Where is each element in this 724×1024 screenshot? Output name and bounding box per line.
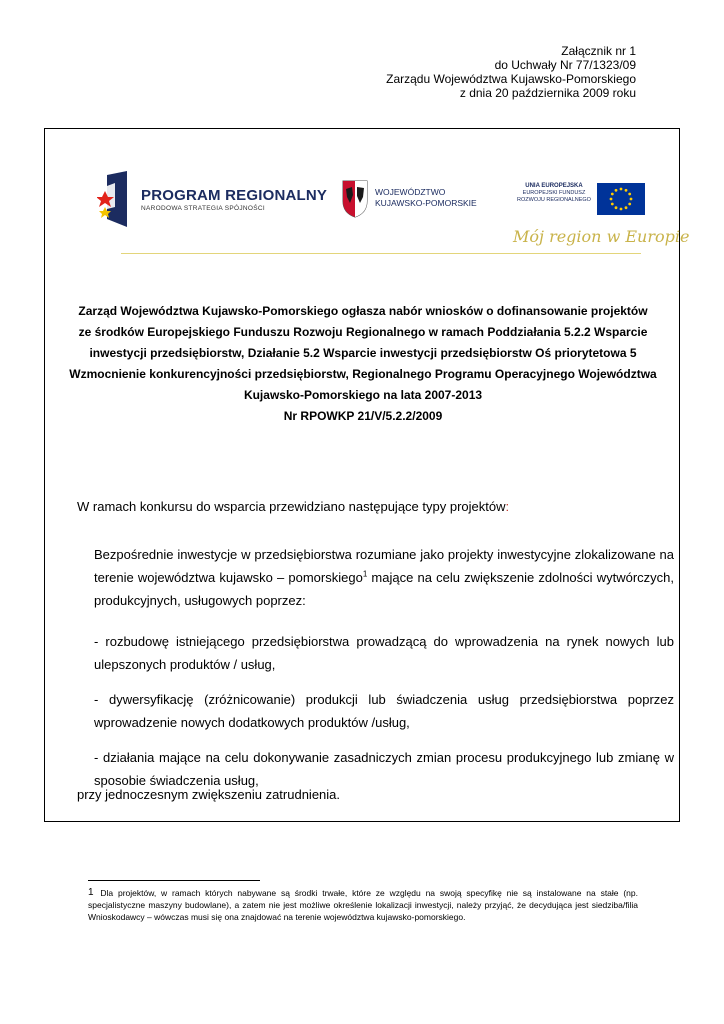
project-types (94, 543, 674, 804)
eu-fund-line1: EUROPEJSKI FUNDUSZ (522, 190, 586, 196)
announcement-line4: Wzmocnienie konkurencyjności przedsiębiorstw, Regionalnego Programu Operacyjnego Województwa (69, 367, 657, 381)
announcement-number: Nr RPOWKP 21/V/5.2.2/2009 (283, 409, 443, 423)
attachment-header (386, 44, 636, 100)
coat-of-arms-icon (341, 179, 369, 219)
voivodeship-logo (341, 179, 481, 223)
intro-sentence (77, 499, 509, 515)
logo-divider (121, 253, 641, 254)
motto: Mój region w Europie (513, 227, 690, 246)
resolution-number: do Uchwały Nr 77/1323/09 (494, 58, 636, 72)
announcement-frame (44, 128, 690, 822)
logo-bar (45, 129, 690, 269)
voivodeship-line2: KUJAWSKO-POMORSKIE (375, 198, 477, 208)
attachment-number: Załącznik nr 1 (561, 44, 636, 58)
issuing-board: Zarządu Województwa Kujawsko-Pomorskiego (386, 72, 636, 86)
announcement-heading (57, 301, 669, 427)
footnote-divider (88, 880, 260, 881)
voivodeship-name (375, 187, 477, 209)
footnote-text: Dla projektów, w ramach których nabywane są środki trwałe, które ze względu na swoją specyfikę nie są instalowane na stałe (np. specjalistyczne maszyny budowlane), a zatem nie jest możliwe określenie lokalizacji inwestycji, należy przyjąć, że decydująca jest siedziba/filia Wnioskodawcy – wówczas musi się ona znajdować na terenie województwa kujawsko-pomorskiego. (88, 888, 638, 922)
project-type-description (94, 543, 674, 612)
voivodeship-line1: WOJEWÓDZTWO (375, 187, 446, 197)
footnote-reference: 1 (362, 569, 368, 579)
announcement-line2: ze środków Europejskiego Funduszu Rozwoju Regionalnego w ramach Poddziałania 5.2.2 Wsparcie (78, 325, 648, 339)
list-item: - dywersyfikację (zróżnicowanie) produkcji lub świadczenia usług przedsiębiorstwa poprzez wprowadzenie nowych dodatkowych produktów /usług, (94, 692, 674, 730)
program-subtitle: NARODOWA STRATEGIA SPÓJNOŚCI (141, 205, 265, 212)
eu-fund-line2: ROZWOJU REGIONALNEGO (517, 197, 591, 203)
footnote-number: 1 (88, 887, 94, 898)
eu-flag-icon (597, 183, 645, 215)
eu-title: UNIA EUROPEJSKA (525, 183, 583, 189)
intro-text: W ramach konkursu do wsparcia przewidziano następujące typy projektów (77, 499, 506, 514)
description-text: Bezpośrednie inwestycje w przedsiębiorstwa rozumiane jako projekty inwestycyjne zlokalizowane na terenie województwa kujawsko – pomorskiego (94, 547, 674, 585)
program-title: PROGRAM REGIONALNY (141, 187, 328, 204)
closing-sentence: przy jednoczesnym zwiększeniu zatrudnienia. (77, 787, 341, 802)
description-text-continued: mające na celu zwiększenie zdolności wytwórczych, produkcyjnych, usługowych poprzez: (94, 570, 674, 608)
list-item: - działania mające na celu dokonywanie zasadniczych zmian procesu produkcyjnego lub zmianę w sposobie świadczenia usług, (94, 750, 674, 788)
eu-text (513, 183, 595, 204)
announcement-line1: Zarząd Województwa Kujawsko-Pomorskiego ogłasza nabór wniosków o dofinansowanie projektów (78, 304, 648, 318)
resolution-date: z dnia 20 października 2009 roku (459, 86, 636, 100)
eu-logo (513, 181, 645, 217)
announcement-line3: inwestycji przedsiębiorstw, Działanie 5.2 Wsparcie inwestycji przedsiębiorstw Oś priorytetowa 5 (89, 346, 637, 360)
program-regionalny-emblem-icon (97, 171, 137, 227)
footnote (88, 887, 638, 923)
program-regionalny-logo (97, 171, 328, 229)
announcement-line5: Kujawsko-Pomorskiego na lata 2007-2013 (243, 388, 483, 402)
intro-colon: : (505, 499, 510, 514)
list-item: - rozbudowę istniejącego przedsiębiorstwa prowadzącą do wprowadzenia na rynek nowych lub ulepszonych produktów / usług, (94, 634, 674, 672)
